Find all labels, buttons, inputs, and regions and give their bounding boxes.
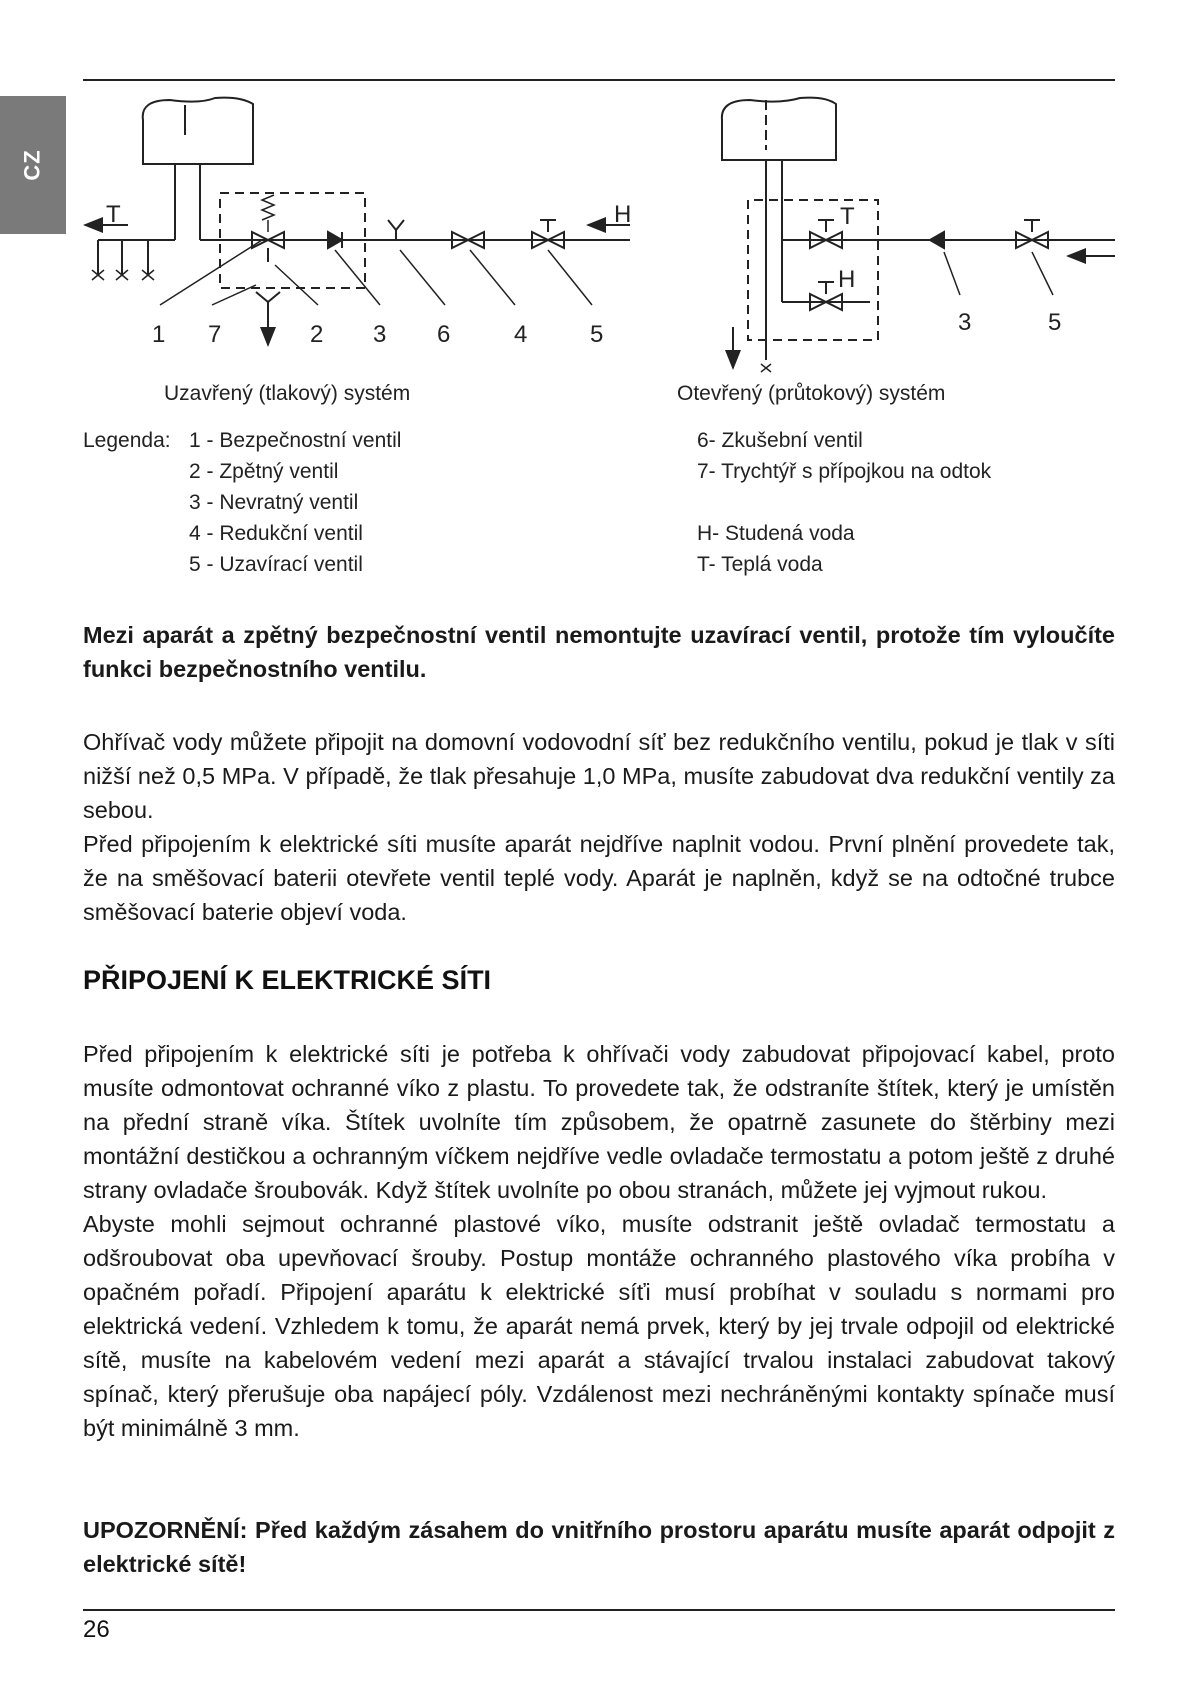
open-label-3: 3	[958, 309, 972, 336]
section-heading: PŘIPOJENÍ K ELEKTRICKÉ SÍTI	[83, 965, 492, 995]
legend-left	[83, 425, 401, 580]
open-H-label: H	[838, 266, 856, 293]
plumbing-diagram	[0, 80, 1190, 380]
paragraph-cable: Před připojením k elektrické síti je potřeba k ohřívači vody zabudovat připojovací kabel, proto musíte odmontovat ochranné víko z plastu. To provedete tak, že odstraníte štítek, který je umístěn na přední straně víka. Štítek uvolníte tím způsobem, že opatrně zasunete do štěrbiny mezi montážní destičkou a ochranným víčkem nejdříve vedle ovladače termostatu a potom ještě z druhé strany ovladače šroubovák. Když štítek uvolníte po obou stranách, můžete jej vyjmout rukou.	[83, 1041, 1115, 1203]
legend-item: 3 - Nevratný ventil	[189, 491, 359, 514]
closed-label-5: 5	[590, 321, 604, 348]
legend-item: 2 - Zpětný ventil	[189, 460, 339, 483]
closed-inlet-label: H	[614, 201, 632, 228]
closed-label-7: 7	[208, 321, 222, 348]
closed-label-4: 4	[514, 321, 528, 348]
body-paragraphs-1	[83, 725, 1115, 929]
legend-item: H- Studená voda	[697, 522, 855, 545]
legend-item: 6- Zkušební ventil	[697, 429, 863, 452]
closed-system-caption: Uzavřený (tlakový) systém	[164, 382, 411, 405]
legend-item: 5 - Uzavírací ventil	[189, 553, 363, 576]
legend-right	[697, 425, 991, 580]
legend-item: T- Teplá voda	[697, 553, 823, 576]
legend-item: 4 - Redukční ventil	[189, 522, 363, 545]
closed-outlet-label: T	[106, 201, 121, 228]
paragraph-filling: Před připojením k elektrické síti musíte aparát nejdříve naplnit vodou. První plnění provedete tak, že na směšovací baterii otevřete ventil teplé vody. Aparát je naplněn, když se na odtočné trubce směšovací baterie objeví voda.	[83, 831, 1115, 925]
closed-label-3: 3	[373, 321, 387, 348]
body-paragraphs-2	[83, 1037, 1115, 1445]
legend-item: 1 - Bezpečnostní ventil	[189, 429, 402, 452]
paragraph-pressure: Ohřívač vody můžete připojit na domovní vodovodní síť bez redukčního ventilu, pokud je tlak v síti nižší než 0,5 MPa. V případě, že tlak přesahuje 1,0 MPa, musíte zabudovat dva redukční ventily za sebou.	[83, 729, 1115, 823]
open-system-caption: Otevřený (průtokový) systém	[677, 382, 946, 405]
language-tab-label: CZ	[19, 149, 45, 181]
open-T-label: T	[840, 203, 855, 230]
closed-label-6: 6	[437, 321, 451, 348]
closed-system-diagram	[85, 98, 630, 345]
legend-title: Legenda:	[83, 429, 171, 452]
warning-disconnect: UPOZORNĚNÍ: Před každým zásahem do vnitřního prostoru aparátu musíte aparát odpojit z elektrické sítě!	[83, 1517, 1115, 1577]
bottom-rule	[83, 1609, 1115, 1611]
legend-item: 7- Trychtýř s přípojkou na odtok	[697, 460, 992, 483]
closed-label-1: 1	[152, 321, 166, 348]
warning-safety-valve: Mezi aparát a zpětný bezpečnostní ventil nemontujte uzavírací ventil, protože tím vyloučíte funkci bezpečnostního ventilu.	[83, 622, 1115, 682]
closed-label-2: 2	[310, 321, 324, 348]
paragraph-switch: Abyste mohli sejmout ochranné plastové víko, musíte odstranit ještě ovladač termostatu a odšroubovat oba upevňovací šrouby. Postup montáže ochranného plastového víka probíha v opačném pořadí. Připojení aparátu k elektrické síťi musí probíhat v souladu s normami pro elektrická vedení. Vzhledem k tomu, že aparát nemá prvek, který by jej trvale odpojil od elektrické sítě, musíte na kabelovém vedení mezi aparát a stávající trvalou instalaci zabudovat takový spínač, který přerušuje oba napájecí póly. Vzdálenost mezi nechráněnými kontakty spínače musí být minimálně 3 mm.	[83, 1211, 1115, 1441]
open-label-5: 5	[1048, 309, 1062, 336]
page-number: 26	[83, 1616, 110, 1643]
